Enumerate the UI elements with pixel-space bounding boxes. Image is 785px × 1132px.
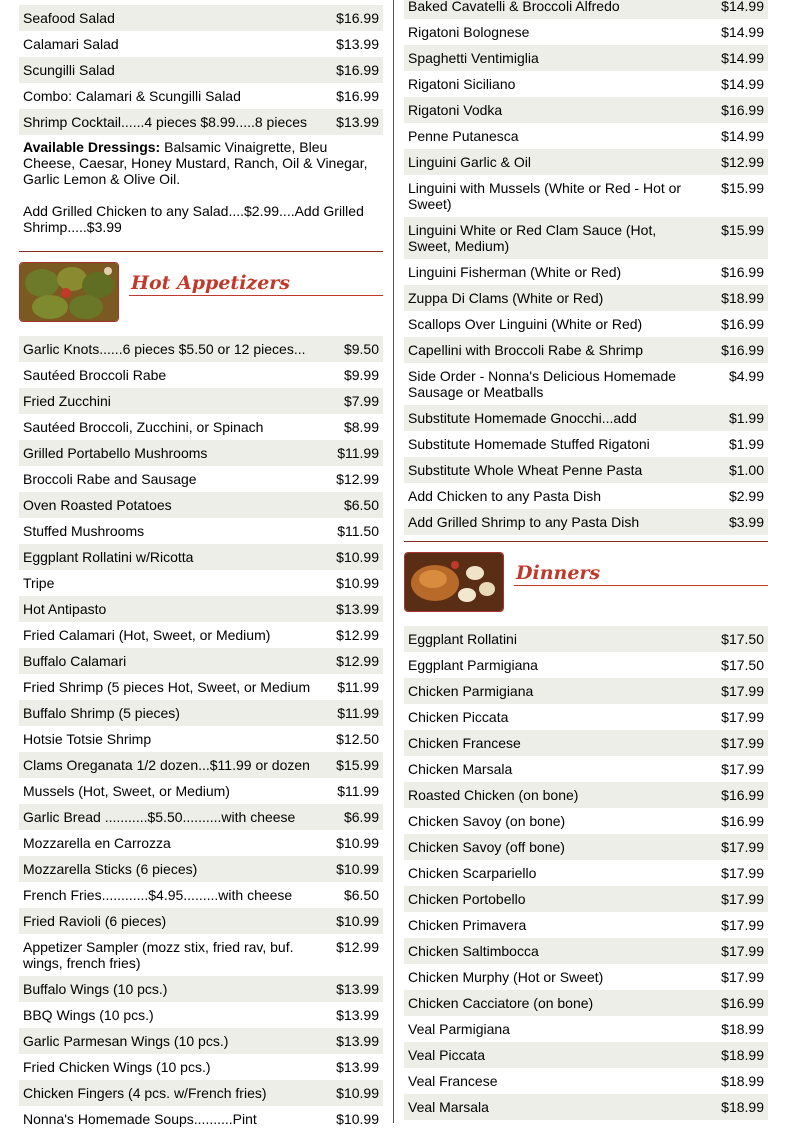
menu-item-row: [19, 57, 383, 83]
menu-item-price: $11.50: [337, 523, 379, 539]
menu-item-price: $17.99: [721, 683, 764, 699]
dinners-table: [404, 626, 768, 1120]
menu-item-price: $18.99: [721, 1047, 764, 1063]
menu-item-name: Linguini with Mussels (White or Red - Hot or Sweet): [408, 180, 682, 212]
menu-item-price: $16.99: [721, 995, 764, 1011]
menu-item-row: [19, 336, 383, 362]
menu-item-name: Chicken Francese: [408, 735, 521, 751]
menu-item-name: Eggplant Rollatini w/Ricotta: [23, 549, 194, 565]
menu-item-row: [404, 457, 768, 483]
menu-item-row: [404, 509, 768, 535]
menu-item-price: $18.99: [721, 1073, 764, 1089]
menu-item-row: [404, 97, 768, 123]
dinners-underline: [514, 585, 768, 586]
menu-item-price: $6.50: [343, 497, 379, 513]
menu-item-name: Chicken Portobello: [408, 891, 526, 907]
menu-item-name: Buffalo Wings (10 pcs.): [23, 981, 168, 997]
menu-item-price: $18.99: [721, 1099, 764, 1115]
hot-appetizers-list: [19, 336, 383, 1132]
menu-item-row: [19, 882, 383, 908]
menu-item-price: $10.99: [336, 835, 379, 851]
menu-item-price: $10.99: [336, 913, 379, 929]
dressings-note: [23, 139, 379, 187]
menu-item-name: Rigatoni Vodka: [408, 102, 503, 118]
menu-item-name: Calamari Salad: [23, 36, 119, 52]
menu-item-price: $2.99: [728, 488, 764, 504]
menu-item-price: $17.99: [721, 761, 764, 777]
menu-item-row: [19, 414, 383, 440]
menu-item-row: [19, 492, 383, 518]
menu-item-price: $17.99: [721, 943, 764, 959]
menu-item-price: $1.99: [728, 436, 764, 452]
column-divider: [393, 0, 394, 1123]
menu-item-name: Hot Antipasto: [23, 601, 107, 617]
menu-item-name: Grilled Portabello Mushrooms: [23, 445, 208, 461]
menu-item-name: Seafood Salad: [23, 10, 115, 26]
menu-item-row: [19, 596, 383, 622]
menu-item-row: [404, 405, 768, 431]
menu-item-row: [19, 570, 383, 596]
menu-item-price: $1.99: [728, 410, 764, 426]
menu-item-price: $17.99: [721, 865, 764, 881]
menu-item-name: Veal Francese: [408, 1073, 498, 1089]
menu-item-price: $17.99: [721, 735, 764, 751]
menu-item-name: Stuffed Mushrooms: [23, 523, 145, 539]
menu-item-price: $12.99: [336, 627, 379, 643]
menu-item-row: [404, 626, 768, 652]
menu-item-row: [19, 830, 383, 856]
menu-item-name: Fried Shrimp (5 pieces Hot, Sweet, or Medium: [23, 679, 311, 695]
menu-item-row: [404, 912, 768, 938]
menu-item-row: [19, 83, 383, 109]
menu-item-row: [404, 45, 768, 71]
menu-item-name: Linguini Garlic & Oil: [408, 154, 531, 170]
menu-item-name: Side Order - Nonna's Delicious Homemade Sausage or Meatballs: [408, 368, 677, 400]
menu-item-row: [404, 19, 768, 45]
pasta-table: [404, 0, 768, 535]
menu-item-name: Fried Chicken Wings (10 pcs.): [23, 1059, 211, 1075]
menu-item-row: [19, 700, 383, 726]
menu-item-row: [19, 674, 383, 700]
menu-item-row: [19, 622, 383, 648]
menu-item-price: $1.00: [728, 462, 764, 478]
menu-item-name: Spaghetti Ventimiglia: [408, 50, 539, 66]
menu-item-row: [404, 808, 768, 834]
menu-item-row: [19, 908, 383, 934]
salads-table: [19, 5, 383, 135]
menu-item-row: [404, 782, 768, 808]
menu-item-name: Chicken Murphy (Hot or Sweet): [408, 969, 604, 985]
menu-item-name: Rigatoni Bolognese: [408, 24, 530, 40]
menu-item-name: Veal Marsala: [408, 1099, 489, 1115]
menu-item-name: Fried Ravioli (6 pieces): [23, 913, 167, 929]
menu-item-price: $14.99: [721, 0, 764, 14]
menu-item-row: [19, 440, 383, 466]
menu-item-name: French Fries............$4.95.........with cheese: [23, 887, 293, 903]
menu-item-row: [404, 834, 768, 860]
menu-item-name: Chicken Savoy (on bone): [408, 813, 566, 829]
menu-item-row: [404, 337, 768, 363]
section-divider: [404, 541, 768, 542]
menu-item-price: $9.50: [343, 341, 379, 357]
menu-item-price: $11.99: [337, 705, 379, 721]
menu-item-row: [404, 704, 768, 730]
menu-item-name: Buffalo Calamari: [23, 653, 127, 669]
salad-notes: [19, 135, 383, 245]
menu-item-price: $10.99: [336, 549, 379, 565]
left-column: [19, 5, 383, 1132]
menu-item-name: Veal Parmigiana: [408, 1021, 510, 1037]
dinners-header: [404, 552, 768, 612]
menu-item-row: [19, 804, 383, 830]
menu-item-price: $12.50: [336, 731, 379, 747]
dinners-list: [404, 626, 768, 1120]
right-column: [404, 0, 768, 1120]
salads-list: [19, 5, 383, 135]
menu-item-price: $16.99: [336, 88, 379, 104]
menu-item-price: $10.99: [336, 1085, 379, 1101]
dressings-label: Available Dressings:: [23, 139, 161, 155]
menu-item-name: Sautéed Broccoli, Zucchini, or Spinach: [23, 419, 264, 435]
menu-item-row: [19, 388, 383, 414]
menu-item-name: Scallops Over Linguini (White or Red): [408, 316, 643, 332]
menu-item-row: [404, 756, 768, 782]
menu-item-price: $11.99: [337, 445, 379, 461]
menu-item-price: $14.99: [721, 50, 764, 66]
menu-item-name: Baked Cavatelli & Broccoli Alfredo: [408, 0, 620, 14]
menu-item-price: $18.99: [721, 290, 764, 306]
menu-item-name: Fried Calamari (Hot, Sweet, or Medium): [23, 627, 271, 643]
menu-item-name: Chicken Saltimbocca: [408, 943, 539, 959]
menu-item-name: Clams Oreganata 1/2 dozen...$11.99 or dozen: [23, 757, 310, 773]
menu-item-price: $12.99: [336, 653, 379, 669]
menu-item-name: Sautéed Broccoli Rabe: [23, 367, 167, 383]
dressings-text: Balsamic Vinaigrette, Bleu Cheese, Caesar, Honey Mustard, Ranch, Oil & Vinegar, Garlic Lemon & Olive Oil.: [23, 139, 368, 187]
menu-item-name: Capellini with Broccoli Rabe & Shrimp: [408, 342, 643, 358]
menu-item-name: Broccoli Rabe and Sausage: [23, 471, 197, 487]
menu-item-row: [404, 1068, 768, 1094]
menu-item-row: [19, 1002, 383, 1028]
menu-item-row: [19, 31, 383, 57]
menu-item-name: Scungilli Salad: [23, 62, 115, 78]
menu-item-price: $13.99: [336, 36, 379, 52]
menu-item-name: Linguini White or Red Clam Sauce (Hot, Sweet, Medium): [408, 222, 657, 254]
pasta-list: [404, 0, 768, 535]
menu-item-name: Chicken Parmigiana: [408, 683, 534, 699]
menu-item-row: [19, 109, 383, 135]
menu-item-row: [19, 1080, 383, 1106]
menu-item-name: Garlic Knots......6 pieces $5.50 or 12 pieces...: [23, 341, 306, 357]
menu-item-price: $10.99: [336, 861, 379, 877]
menu-item-name: Garlic Bread ...........$5.50..........with cheese: [23, 809, 296, 825]
menu-item-name: Garlic Parmesan Wings (10 pcs.): [23, 1033, 229, 1049]
menu-item-name: Shrimp Cocktail......4 pieces $8.99.....8 pieces: [23, 114, 308, 130]
menu-item-row: [19, 726, 383, 752]
menu-item-price: $13.99: [336, 1007, 379, 1023]
menu-item-name: Chicken Marsala: [408, 761, 513, 777]
menu-item-name: Chicken Primavera: [408, 917, 527, 933]
menu-item-price: $13.99: [336, 1059, 379, 1075]
menu-item-row: [404, 964, 768, 990]
menu-item-name: Tripe: [23, 575, 55, 591]
menu-item-name: Chicken Piccata: [408, 709, 509, 725]
menu-item-name: Mozzarella en Carrozza: [23, 835, 171, 851]
menu-item-price: $17.50: [721, 657, 764, 673]
menu-item-price: $10.99: [336, 575, 379, 591]
menu-item-name: Eggplant Rollatini: [408, 631, 517, 647]
menu-item-price: $17.50: [721, 631, 764, 647]
menu-item-price: $17.99: [721, 709, 764, 725]
menu-item-row: [404, 483, 768, 509]
menu-item-name: Chicken Fingers (4 pcs. w/French fries): [23, 1085, 267, 1101]
menu-item-price: $17.99: [721, 839, 764, 855]
menu-item-row: [19, 778, 383, 804]
menu-item-row: [19, 1106, 383, 1132]
menu-item-name: Mussels (Hot, Sweet, or Medium): [23, 783, 230, 799]
menu-item-row: [19, 976, 383, 1002]
menu-item-price: $10.99: [336, 1111, 379, 1127]
menu-item-price: $16.99: [721, 813, 764, 829]
menu-item-name: Rigatoni Siciliano: [408, 76, 516, 92]
menu-item-name: Hotsie Totsie Shrimp: [23, 731, 152, 747]
menu-item-row: [19, 362, 383, 388]
menu-item-row: [19, 466, 383, 492]
menu-item-price: $12.99: [336, 939, 379, 955]
menu-item-price: $6.99: [343, 809, 379, 825]
menu-item-row: [404, 311, 768, 337]
menu-item-price: $12.99: [721, 154, 764, 170]
menu-item-name: BBQ Wings (10 pcs.): [23, 1007, 154, 1023]
menu-item-row: [19, 752, 383, 778]
menu-item-price: $14.99: [721, 128, 764, 144]
hot-appetizers-header: [19, 262, 383, 322]
menu-item-row: [404, 123, 768, 149]
appetizer-photo-icon: [19, 262, 119, 322]
menu-item-row: [19, 1054, 383, 1080]
menu-item-row: [19, 934, 383, 976]
menu-item-price: $14.99: [721, 24, 764, 40]
menu-item-price: $15.99: [721, 180, 764, 196]
menu-item-row: [404, 938, 768, 964]
menu-item-price: $18.99: [721, 1021, 764, 1037]
menu-item-price: $17.99: [721, 917, 764, 933]
menu-item-row: [404, 678, 768, 704]
menu-item-name: Zuppa Di Clams (White or Red): [408, 290, 604, 306]
menu-item-price: $15.99: [721, 222, 764, 238]
menu-item-price: $13.99: [336, 1033, 379, 1049]
menu-item-price: $3.99: [728, 514, 764, 530]
menu-item-price: $13.99: [336, 981, 379, 997]
menu-item-price: $16.99: [336, 62, 379, 78]
menu-item-row: [404, 71, 768, 97]
menu-item-name: Veal Piccata: [408, 1047, 486, 1063]
menu-item-price: $7.99: [343, 393, 379, 409]
menu-item-price: $17.99: [721, 891, 764, 907]
menu-item-name: Linguini Fisherman (White or Red): [408, 264, 622, 280]
menu-item-name: Roasted Chicken (on bone): [408, 787, 579, 803]
menu-item-price: $16.99: [721, 787, 764, 803]
menu-item-row: [19, 856, 383, 882]
menu-item-name: Add Chicken to any Pasta Dish: [408, 488, 601, 504]
menu-item-row: [404, 149, 768, 175]
menu-item-row: [404, 1016, 768, 1042]
menu-item-price: $15.99: [336, 757, 379, 773]
menu-item-price: $6.50: [343, 887, 379, 903]
menu-item-row: [404, 860, 768, 886]
menu-item-row: [404, 217, 768, 259]
menu-item-name: Chicken Cacciatore (on bone): [408, 995, 594, 1011]
menu-item-name: Buffalo Shrimp (5 pieces): [23, 705, 180, 721]
menu-item-price: $16.99: [721, 316, 764, 332]
menu-item-row: [19, 518, 383, 544]
menu-item-row: [404, 259, 768, 285]
menu-item-row: [404, 652, 768, 678]
menu-item-name: Fried Zucchini: [23, 393, 111, 409]
menu-item-row: [19, 544, 383, 570]
menu-item-row: [404, 1094, 768, 1120]
menu-item-row: [404, 1042, 768, 1068]
menu-item-row: [404, 431, 768, 457]
menu-item-row: [19, 648, 383, 674]
menu-item-name: Nonna's Homemade Soups..........Pint: [23, 1111, 257, 1127]
menu-item-name: Substitute Whole Wheat Penne Pasta: [408, 462, 643, 478]
menu-item-price: $16.99: [336, 10, 379, 26]
menu-item-name: Appetizer Sampler (mozz stix, fried rav, buf. wings, french fries): [23, 939, 294, 971]
hot-appetizers-underline: [129, 295, 383, 296]
menu-item-price: $13.99: [336, 601, 379, 617]
hot-appetizers-title: Hot Appetizers: [131, 272, 290, 294]
menu-item-price: $16.99: [721, 264, 764, 280]
menu-item-row: [404, 285, 768, 311]
menu-item-row: [404, 886, 768, 912]
dinners-title: Dinners: [516, 562, 601, 584]
menu-item-price: $16.99: [721, 102, 764, 118]
menu-item-price: $9.99: [343, 367, 379, 383]
menu-item-row: [404, 363, 768, 405]
menu-item-name: Mozzarella Sticks (6 pieces): [23, 861, 198, 877]
menu-item-price: $16.99: [721, 342, 764, 358]
menu-item-name: Add Grilled Shrimp to any Pasta Dish: [408, 514, 640, 530]
salad-addon-note: Add Grilled Chicken to any Salad....$2.99....Add Grilled Shrimp.....$3.99: [23, 203, 364, 235]
menu-item-row: [404, 990, 768, 1016]
menu-item-price: $17.99: [721, 969, 764, 985]
menu-item-row: [19, 1028, 383, 1054]
menu-item-name: Oven Roasted Potatoes: [23, 497, 172, 513]
menu-item-price: $4.99: [728, 368, 764, 384]
menu-item-row: [404, 730, 768, 756]
menu-item-name: Chicken Scarpariello: [408, 865, 537, 881]
menu-item-name: Eggplant Parmigiana: [408, 657, 538, 673]
menu-item-row: [404, 175, 768, 217]
menu-item-row: [19, 5, 383, 31]
menu-item-price: $13.99: [336, 114, 379, 130]
menu-item-row: [404, 0, 768, 19]
menu-item-price: $12.99: [336, 471, 379, 487]
menu-item-name: Penne Putanesca: [408, 128, 519, 144]
hot-appetizers-table: [19, 336, 383, 1132]
menu-item-name: Substitute Homemade Stuffed Rigatoni: [408, 436, 650, 452]
menu-item-price: $14.99: [721, 76, 764, 92]
menu-item-name: Substitute Homemade Gnocchi...add: [408, 410, 637, 426]
menu-item-price: $11.99: [337, 679, 379, 695]
menu-item-name: Combo: Calamari & Scungilli Salad: [23, 88, 241, 104]
menu-item-name: Chicken Savoy (off bone): [408, 839, 565, 855]
menu-item-price: $8.99: [343, 419, 379, 435]
section-divider: [19, 251, 383, 252]
chicken-dinner-photo-icon: [404, 552, 504, 612]
menu-item-price: $11.99: [337, 783, 379, 799]
